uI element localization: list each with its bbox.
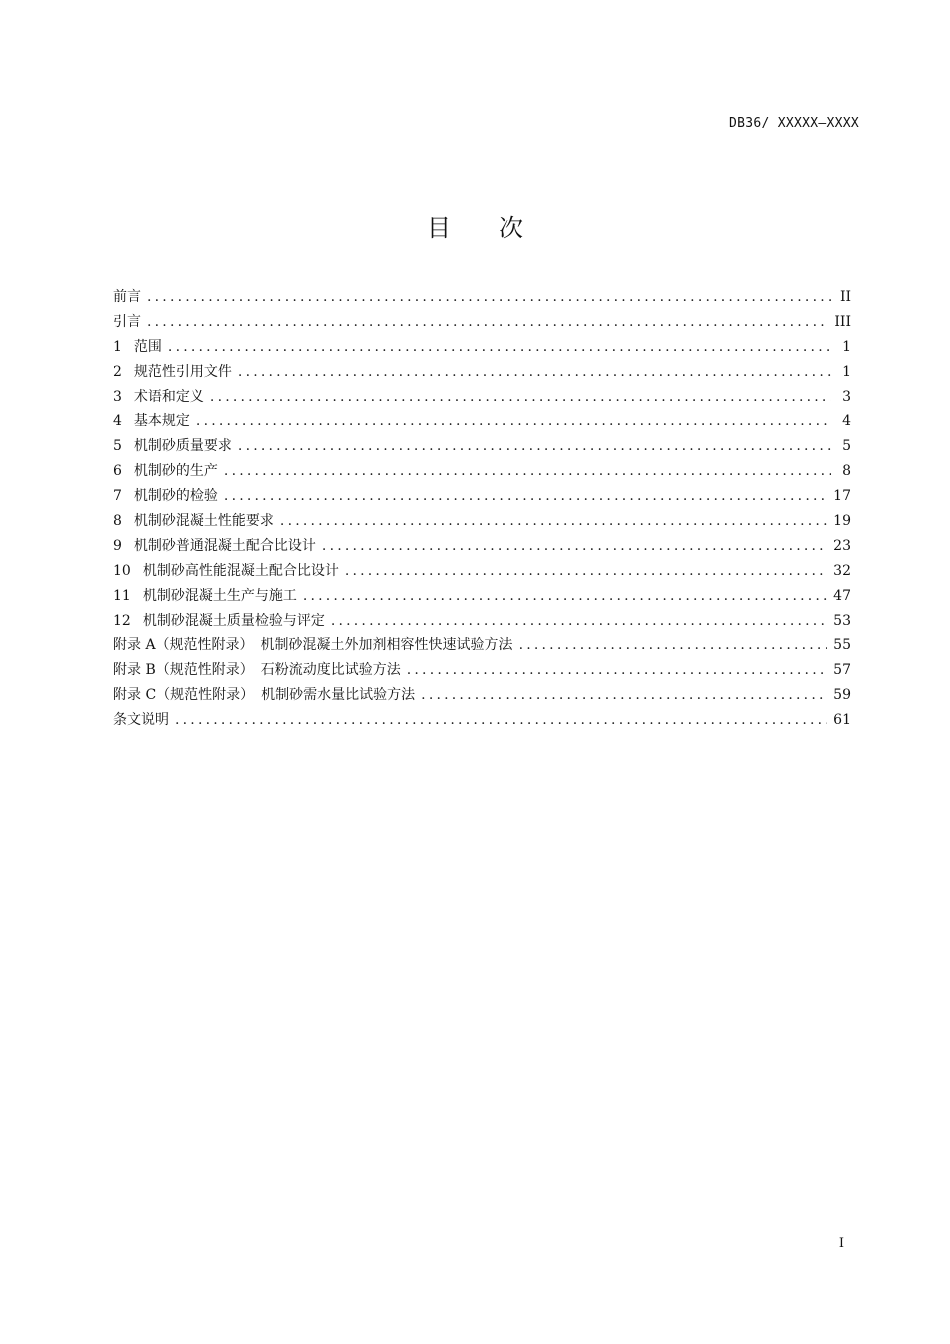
toc-leader-dots: [224, 484, 827, 509]
toc-entry-6[interactable]: [113, 459, 851, 484]
toc-entry-page: 23: [833, 537, 851, 554]
toc-entry-page: 5: [842, 438, 851, 455]
toc-leader-dots: [345, 559, 827, 584]
toc-leader-dots: [175, 708, 827, 733]
toc-entry-page: II: [839, 289, 851, 305]
toc-entry-number: 8: [113, 513, 122, 530]
toc-entry-appendix-a[interactable]: [113, 633, 851, 658]
toc-leader-dots: [519, 633, 828, 658]
toc-entry-11[interactable]: [113, 584, 851, 609]
toc-entry-page: 53: [833, 612, 851, 629]
toc-entry-label: 附录 B（规范性附录） 石粉流动度比试验方法: [113, 662, 401, 679]
toc-leader-dots: [147, 310, 828, 335]
toc-title-right: 次: [499, 214, 523, 242]
toc-title: [0, 208, 950, 243]
toc-entry-label: 术语和定义: [133, 388, 204, 405]
document-code: DB36/ XXXXX—XXXX: [728, 116, 859, 131]
toc-entry-label: 机制砂混凝土质量检验与评定: [142, 612, 325, 629]
toc-leader-dots: [421, 683, 827, 708]
toc-entry-page: 57: [833, 662, 851, 679]
toc-entry-page: 61: [833, 712, 851, 729]
toc-leader-dots: [210, 385, 831, 410]
toc-entry-number: 9: [113, 537, 122, 554]
toc-entry-foreword[interactable]: [113, 285, 851, 310]
toc-entry-label: 附录 C（规范性附录） 机制砂需水量比试验方法: [113, 687, 416, 704]
toc-entry-label: 机制砂普通混凝土配合比设计: [133, 537, 316, 554]
toc-entry-label: 前言: [113, 289, 141, 305]
toc-entry-page: 8: [842, 463, 851, 480]
toc-entry-number: 5: [113, 438, 122, 455]
toc-leader-dots: [280, 509, 827, 534]
toc-entry-7[interactable]: [113, 484, 851, 509]
toc-entry-page: 3: [842, 388, 851, 405]
toc-entry-page: 1: [842, 338, 851, 355]
toc-entry-label: 附录 A（规范性附录） 机制砂混凝土外加剂相容性快速试验方法: [113, 637, 513, 654]
toc-entry-number: 11: [113, 587, 131, 604]
toc-leader-dots: [238, 360, 831, 385]
toc-entry-number: 7: [113, 488, 122, 505]
toc-entry-label: 机制砂高性能混凝土配合比设计: [142, 562, 339, 579]
toc-entry-label: 机制砂的检验: [133, 488, 218, 505]
toc-leader-dots: [168, 335, 831, 360]
toc-entry-page: 17: [833, 488, 851, 505]
toc-leader-dots: [331, 609, 827, 634]
toc-entry-number: 2: [113, 363, 122, 380]
toc-leader-dots: [303, 584, 827, 609]
toc-entry-introduction[interactable]: [113, 310, 851, 335]
toc-entry-page: 55: [833, 637, 851, 654]
toc-leader-dots: [322, 534, 827, 559]
toc-entry-10[interactable]: [113, 559, 851, 584]
toc-entry-number: 12: [113, 612, 131, 629]
toc-entry-label: 基本规定: [133, 413, 190, 430]
toc-entry-page: III: [834, 313, 851, 330]
toc-entry-page: 59: [833, 687, 851, 704]
toc-entry-12[interactable]: [113, 609, 851, 634]
toc-entry-number: 6: [113, 463, 122, 480]
toc-leader-dots: [238, 434, 831, 459]
toc-entry-number: 10: [113, 562, 131, 579]
toc-leader-dots: [147, 285, 831, 310]
toc-entry-label: 机制砂的生产: [133, 463, 218, 480]
toc-entry-label: 条文说明: [113, 712, 169, 729]
toc-entry-page: 19: [833, 513, 851, 530]
page-number: I: [838, 1236, 844, 1251]
toc-entry-page: 4: [842, 413, 851, 430]
toc-entry-5[interactable]: [113, 434, 851, 459]
toc-entry-number: 3: [113, 388, 122, 405]
toc-entry-appendix-c[interactable]: [113, 683, 851, 708]
toc-entry-appendix-b[interactable]: [113, 658, 851, 683]
toc-entry-1[interactable]: [113, 335, 851, 360]
toc-leader-dots: [224, 459, 831, 484]
toc-title-left: 目: [427, 214, 451, 242]
toc-entry-label: 机制砂质量要求: [133, 438, 232, 455]
toc-entry-page: 1: [842, 363, 851, 380]
toc-entry-9[interactable]: [113, 534, 851, 559]
toc-leader-dots: [196, 409, 831, 434]
toc-leader-dots: [407, 658, 827, 683]
toc-entry-4[interactable]: [113, 409, 851, 434]
toc-entry-label: 引言: [113, 313, 141, 330]
toc-entry-number: 4: [113, 413, 122, 430]
toc-entry-8[interactable]: [113, 509, 851, 534]
toc-entry-number: 1: [113, 338, 122, 355]
toc-entry-explanatory-notes[interactable]: [113, 708, 851, 733]
toc-entry-label: 范围: [133, 338, 162, 355]
toc-entry-2[interactable]: [113, 360, 851, 385]
toc-entry-3[interactable]: [113, 385, 851, 410]
toc-list: [113, 285, 851, 733]
toc-entry-label: 规范性引用文件: [133, 363, 232, 380]
toc-entry-label: 机制砂混凝土生产与施工: [142, 587, 297, 604]
toc-entry-page: 32: [833, 562, 851, 579]
toc-entry-label: 机制砂混凝土性能要求: [133, 513, 274, 530]
toc-entry-page: 47: [833, 587, 851, 604]
